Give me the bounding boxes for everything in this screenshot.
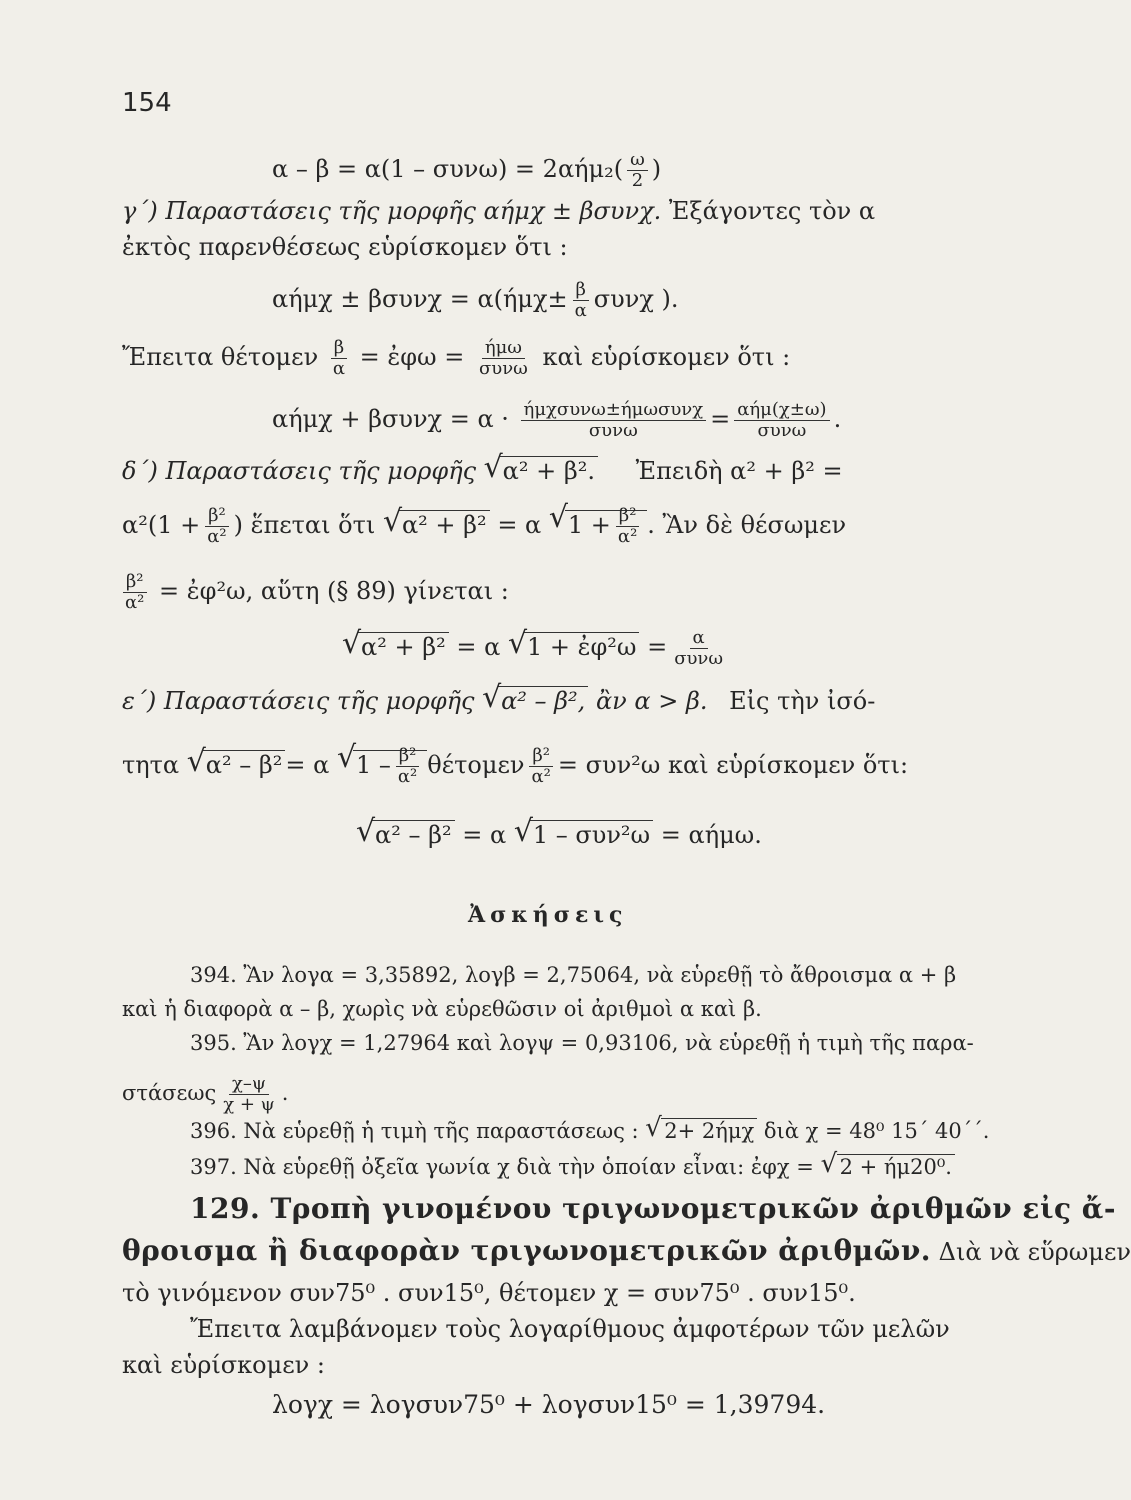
page-number: 154 [122,88,172,118]
e2-rad2-den: α² [397,766,418,787]
d4-fraction [671,628,726,669]
d4-radicand-1: α² + β² [358,632,449,661]
section-129-rest: Διὰ νὰ εὕρωμεν [938,1238,1131,1266]
e3-radical-1: √ α² – β² [356,820,455,850]
eq3-dot: . [833,405,842,433]
epsilon-radicand: α² – β², [498,686,588,715]
exercise-395-line2 [122,1074,288,1115]
d4-radical-2: √ 1 + ἐφ²ω [508,632,640,662]
section-129-line3: τὸ γινόμενον συν75⁰ . συν15⁰, θέτομεν χ = συν75⁰ . συν15⁰. [122,1279,856,1307]
eq3-num1: ήμχσυνω±ήμωσυνχ [521,400,707,421]
d2-fraction [204,506,229,547]
delta-line2 [122,500,847,547]
d2-rad2-num: β² [616,506,640,527]
eq1-num: ω [627,150,648,171]
exercise-394-line2: καὶ ἡ διαφορὰ α – β, χωρὶς νὰ εὑρεθῶσιν οἱ ἀριθμοὶ α καὶ β. [122,997,762,1021]
eq3-eq: = [710,405,731,433]
d3-fraction [122,572,147,613]
delta-radicand: α² + β². [500,456,598,485]
epsilon-radical: √ α² – β², [482,686,588,716]
eq3-fraction-1 [521,400,707,441]
epsilon-heading-line [122,680,876,716]
ex397-radical: √ 2 + ήμ20⁰. [821,1154,955,1181]
e3-radical-2: √ 1 – συν²ω [514,820,653,850]
exercise-394-line1: 394. Ἂν λογα = 3,35892, λογβ = 2,75064, νὰ εὑρεθῇ τὸ ἄθροισμα α + β [190,963,957,987]
epsilon-result-equation [356,814,762,850]
d2-rad2-fraction [615,506,640,547]
d2-d: . Ἂν δὲ θέσωμεν [647,511,847,539]
exercises-title: Ἀσκήσεις [468,902,628,928]
then-num2: ήμω [482,338,525,359]
d4-den: συνω [674,648,724,669]
eq2-right: συνχ ). [593,285,679,313]
delta-result-equation [342,628,730,669]
ex397-radicand: 2 + ήμ20⁰. [837,1154,955,1179]
eq2-num: β [573,280,589,301]
d2-c: = α [497,511,542,539]
equation-3 [272,400,841,441]
ex395-num: χ–ψ [229,1074,269,1095]
d2-radicand-1: α² + β² [399,510,490,539]
eq3-left: αήμχ + βσυνχ = α · [272,405,509,433]
d3-den: α² [125,592,145,613]
section-129-title2: θροισμα ἢ διαφορὰν τριγωνομετρικῶν ἀριθμῶν. [122,1234,932,1267]
eq2-left: αήμχ ± βσυνχ = α(ήμχ± [272,285,568,313]
delta-heading-line [122,450,843,486]
eq1-fraction [627,150,648,191]
gamma-rest: Ἐξάγοντες τὸν α [668,197,876,225]
eq3-den1: συνω [588,420,638,441]
section-129-line5: καὶ εὑρίσκομεν : [122,1351,325,1379]
e3-end: = αήμω. [660,821,762,849]
d2-rad2-pre: 1 + [567,511,611,539]
ex397-pre: 397. Νὰ εὑρεθῇ ὀξεῖα γωνία χ διὰ τὴν ὁποίαν εἶναι: ἐφχ = [190,1155,814,1179]
e2-radical-2: √ 1 – $\frac{\text{β²}}{\text{α²}}$ [337,746,427,787]
e2-rad2-pre: 1 – [355,751,391,779]
eq1-den: 2 [631,170,644,191]
delta-label: δ΄) Παραστάσεις τῆς μορφῆς [122,457,477,485]
d4-mid: = α [456,633,501,661]
ex395-dot: . [281,1081,289,1105]
epsilon-line2 [122,740,909,787]
exercise-395-line1: 395. Ἂν λογχ = 1,27964 καὶ λογψ = 0,93106, νὰ εὑρεθῇ ἡ τιμὴ τῆς παρα- [190,1031,974,1055]
then-fraction-2 [476,338,531,379]
e2-rad2-num: β² [396,746,420,767]
d3-num: β² [123,572,147,593]
epsilon-rest: Εἰς τὴν ἰσό- [729,687,876,715]
e2-fraction [528,746,553,787]
d2-radical-1: √ α² + β² [383,510,490,540]
section-129-line4: Ἔπειτα λαμβάνομεν τοὺς λογαρίθμους ἀμφοτέρων τῶν μελῶν [190,1315,950,1343]
ex395-pre: στάσεως [122,1081,217,1105]
e3-radicand-1: α² – β² [372,820,455,849]
d4-radical-1: √ α² + β² [342,632,449,662]
e2-radical-1: √ α² – β² [187,750,286,780]
then-fraction-1 [330,338,348,379]
then-mid: = ἐφω = [359,343,465,371]
e2-num: β² [529,746,553,767]
gamma-label: γ΄) Παραστάσεις τῆς μορφῆς αήμχ ± βσυνχ. [122,197,662,225]
then-den2: συνω [478,358,528,379]
delta-radical: √ α² + β². [484,456,598,486]
e3-mid: = α [462,821,507,849]
eq3-num2: αήμ(χ±ω) [734,400,829,421]
epsilon-label: ε΄) Παραστάσεις τῆς μορφῆς [122,687,475,715]
e3-radicand-2: 1 – συν²ω [530,820,653,849]
d2-radicand-2 [565,505,647,547]
exercise-396 [190,1113,990,1145]
d4-radicand-2: 1 + ἐφ²ω [524,632,640,661]
e2-d: = συν²ω καὶ εὑρίσκομεν ὅτι: [557,751,909,779]
then-num1: β [331,338,347,359]
e2-a: τητα [122,751,180,779]
then-den1: α [332,358,345,379]
exercise-397 [190,1149,955,1181]
e2-b: = α [285,751,330,779]
e2-den: α² [531,766,551,787]
ex395-fraction [220,1074,278,1115]
ex395-den: χ + ψ [223,1094,275,1115]
eq1-close: ) [651,155,662,183]
section-129-equation: λογχ = λογσυν75⁰ + λογσυν15⁰ = 1,39794. [272,1390,826,1419]
ex396-radicand: 2+ 2ήμχ [661,1118,757,1143]
d3-text: = ἐφ²ω, αὕτη (§ 89) γίνεται : [159,577,509,605]
eq3-den2: συνω [757,420,807,441]
ex396-post: διὰ χ = 48⁰ 15΄ 40΄΄. [763,1119,990,1143]
d2-a: α²(1 + [122,511,201,539]
d2-num: β² [205,506,229,527]
d4-num: α [690,628,708,649]
gamma-line2: ἐκτὸς παρενθέσεως εὑρίσκομεν ὅτι : [122,233,568,261]
equation-alpha-minus-beta [272,150,661,191]
eq1-main: α – β = α(1 – συνω) = 2αήμ₂( [272,155,624,183]
d4-eq: = [647,633,668,661]
section-129-title-line2 [122,1236,1131,1267]
e2-radicand-1: α² – β² [203,750,286,779]
ex396-pre: 396. Νὰ εὑρεθῇ ἡ τιμὴ τῆς παραστάσεως : [190,1119,639,1143]
e2-rad2-fraction [395,746,420,787]
d2-radical-2: √ 1 + $\frac{\text{β²}}{\text{α²}}$ [549,506,647,547]
ex396-radical: √ 2+ 2ήμχ [645,1118,757,1145]
then-pre: Ἔπειτα θέτομεν [122,343,319,371]
equation-2 [272,280,679,321]
d2-rad2-den: α² [617,526,638,547]
then-post: καὶ εὑρίσκομεν ὅτι : [542,343,791,371]
eq2-fraction [572,280,590,321]
delta-rest: Ἐπειδὴ α² + β² = [635,457,843,485]
e2-radicand-2 [353,745,427,787]
gamma-heading-line [122,196,875,226]
d2-b: ) ἕπεται ὅτι [233,511,376,539]
d2-den: α² [207,526,227,547]
eq3-fraction-2 [734,400,829,441]
e2-c: θέτομεν [427,751,525,779]
eq2-den: α [574,300,587,321]
epsilon-mid: ἂν α > β. [595,687,708,715]
delta-line3 [122,572,509,613]
section-129-title-line1: 129. Τροπὴ γινομένου τριγωνομετρικῶν ἀριθμῶν εἰς ἄ- [190,1192,1116,1225]
then-line [122,338,790,379]
